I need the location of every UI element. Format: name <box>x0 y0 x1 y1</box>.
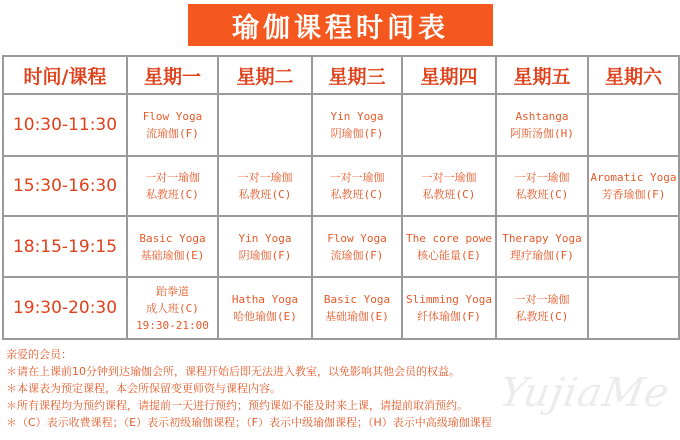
class-name: Flow Yoga <box>142 109 203 123</box>
class-cell <box>312 216 402 278</box>
class-cell <box>218 216 312 278</box>
class-cell <box>218 156 312 216</box>
class-name: 一对一瑜伽 <box>237 170 293 184</box>
header-time-course: 时间/课程 <box>3 56 127 94</box>
table-row <box>3 94 679 156</box>
note-greeting: 亲爱的会员： <box>6 348 72 361</box>
class-name: 跆拳道 <box>156 284 189 298</box>
time-slot: 19:30-20:30 <box>3 277 127 339</box>
table-row <box>3 216 679 278</box>
class-detail: 流瑜伽(F) <box>330 248 384 262</box>
empty-cell <box>588 277 679 339</box>
time-slot: 18:15-19:15 <box>3 216 127 278</box>
class-cell <box>312 156 402 216</box>
header-row <box>3 56 679 94</box>
class-name: Hatha Yoga <box>231 293 299 307</box>
class-detail: 理疗瑜伽(F) <box>510 248 574 262</box>
class-detail: 核心能量(E) <box>417 248 481 262</box>
class-name: 一对一瑜伽 <box>421 170 477 184</box>
class-cell <box>127 277 218 339</box>
time-slot: 10:30-11:30 <box>3 94 127 156</box>
table-row <box>3 156 679 216</box>
class-cell <box>496 156 588 216</box>
table-row <box>3 277 679 339</box>
time-slot: 15:30-16:30 <box>3 156 127 216</box>
class-cell <box>127 156 218 216</box>
class-detail: 芳香瑜伽(F) <box>601 187 666 201</box>
class-cell <box>496 277 588 339</box>
note-booking: ＊所有课程均为预约课程，请提前一天进行预约；预约课如不能及时来上课，请提前取消预约。 <box>6 399 468 412</box>
class-name: The core powe <box>405 231 493 245</box>
class-name: Therapy Yoga <box>502 231 582 245</box>
class-name: Slimming Yoga <box>405 293 493 307</box>
class-detail: 阴瑜伽(F) <box>330 126 384 140</box>
class-cell <box>402 277 496 339</box>
class-cell <box>496 94 588 156</box>
class-cell <box>312 94 402 156</box>
empty-cell <box>588 216 679 278</box>
class-cell <box>218 277 312 339</box>
class-name: 一对一瑜伽 <box>145 170 200 184</box>
class-detail: 私教班(C) <box>146 187 199 201</box>
class-detail: 私教班(C) <box>422 187 476 201</box>
header-thursday: 星期四 <box>402 56 496 94</box>
header-wednesday: 星期三 <box>312 56 402 94</box>
class-cell <box>312 277 402 339</box>
class-name: Yin Yoga <box>330 109 384 123</box>
class-name: Flow Yoga <box>327 231 387 245</box>
class-detail: 基础瑜伽(E) <box>325 310 389 324</box>
page-title: 瑜伽课程时间表 <box>232 12 449 44</box>
class-detail: 私教班(C) <box>515 310 569 324</box>
watermark-logo: YujiaMe <box>495 370 674 416</box>
class-detail: 阴瑜伽(F) <box>238 248 292 262</box>
header-monday: 星期一 <box>127 56 218 94</box>
note-schedule-change: ＊本课表为预定课程，本会所保留变更师资与课程内容。 <box>6 382 281 395</box>
class-name: Yin Yoga <box>238 231 292 245</box>
class-detail: 19:30-21:00 <box>136 318 209 332</box>
class-detail: 成人班(C) <box>146 301 199 315</box>
note-arrival: ＊请在上课前10分钟到达瑜伽会所，课程开始后即无法进入教室，以免影响其他会员的权益。 <box>6 365 460 378</box>
class-detail: 私教班(C) <box>330 187 384 201</box>
class-cell <box>496 216 588 278</box>
header-friday: 星期五 <box>496 56 588 94</box>
class-cell <box>402 216 496 278</box>
class-detail: 私教班(C) <box>238 187 292 201</box>
class-name: 一对一瑜伽 <box>329 170 385 184</box>
notes-section <box>6 346 676 431</box>
class-cell <box>588 156 679 216</box>
class-detail: 基础瑜伽(E) <box>140 248 205 262</box>
class-name: Basic Yoga <box>139 231 206 245</box>
header-saturday: 星期六 <box>588 56 679 94</box>
class-detail: 哈他瑜伽(E) <box>233 310 297 324</box>
class-name: 一对一瑜伽 <box>514 170 570 184</box>
class-name: Basic Yoga <box>323 293 391 307</box>
class-detail: 纤体瑜伽(F) <box>417 310 481 324</box>
class-name: Ashtanga <box>515 109 569 123</box>
class-name: Aromatic Yoga <box>590 170 677 184</box>
note-legend: ＊（C）表示收费课程；（E）表示初级瑜伽课程；（F）表示中级瑜伽课程；（H）表示中高级瑜伽课程 <box>6 416 492 429</box>
class-name: 一对一瑜伽 <box>514 293 570 307</box>
class-cell <box>127 94 218 156</box>
schedule-table <box>2 55 680 340</box>
title-banner <box>188 4 493 46</box>
class-cell <box>402 156 496 216</box>
empty-cell <box>588 94 679 156</box>
header-tuesday: 星期二 <box>218 56 312 94</box>
class-detail: 私教班(C) <box>515 187 569 201</box>
empty-cell <box>402 94 496 156</box>
class-cell <box>127 216 218 278</box>
empty-cell <box>218 94 312 156</box>
class-detail: 流瑜伽(F) <box>146 126 199 140</box>
class-detail: 阿斯汤伽(H) <box>510 126 574 140</box>
